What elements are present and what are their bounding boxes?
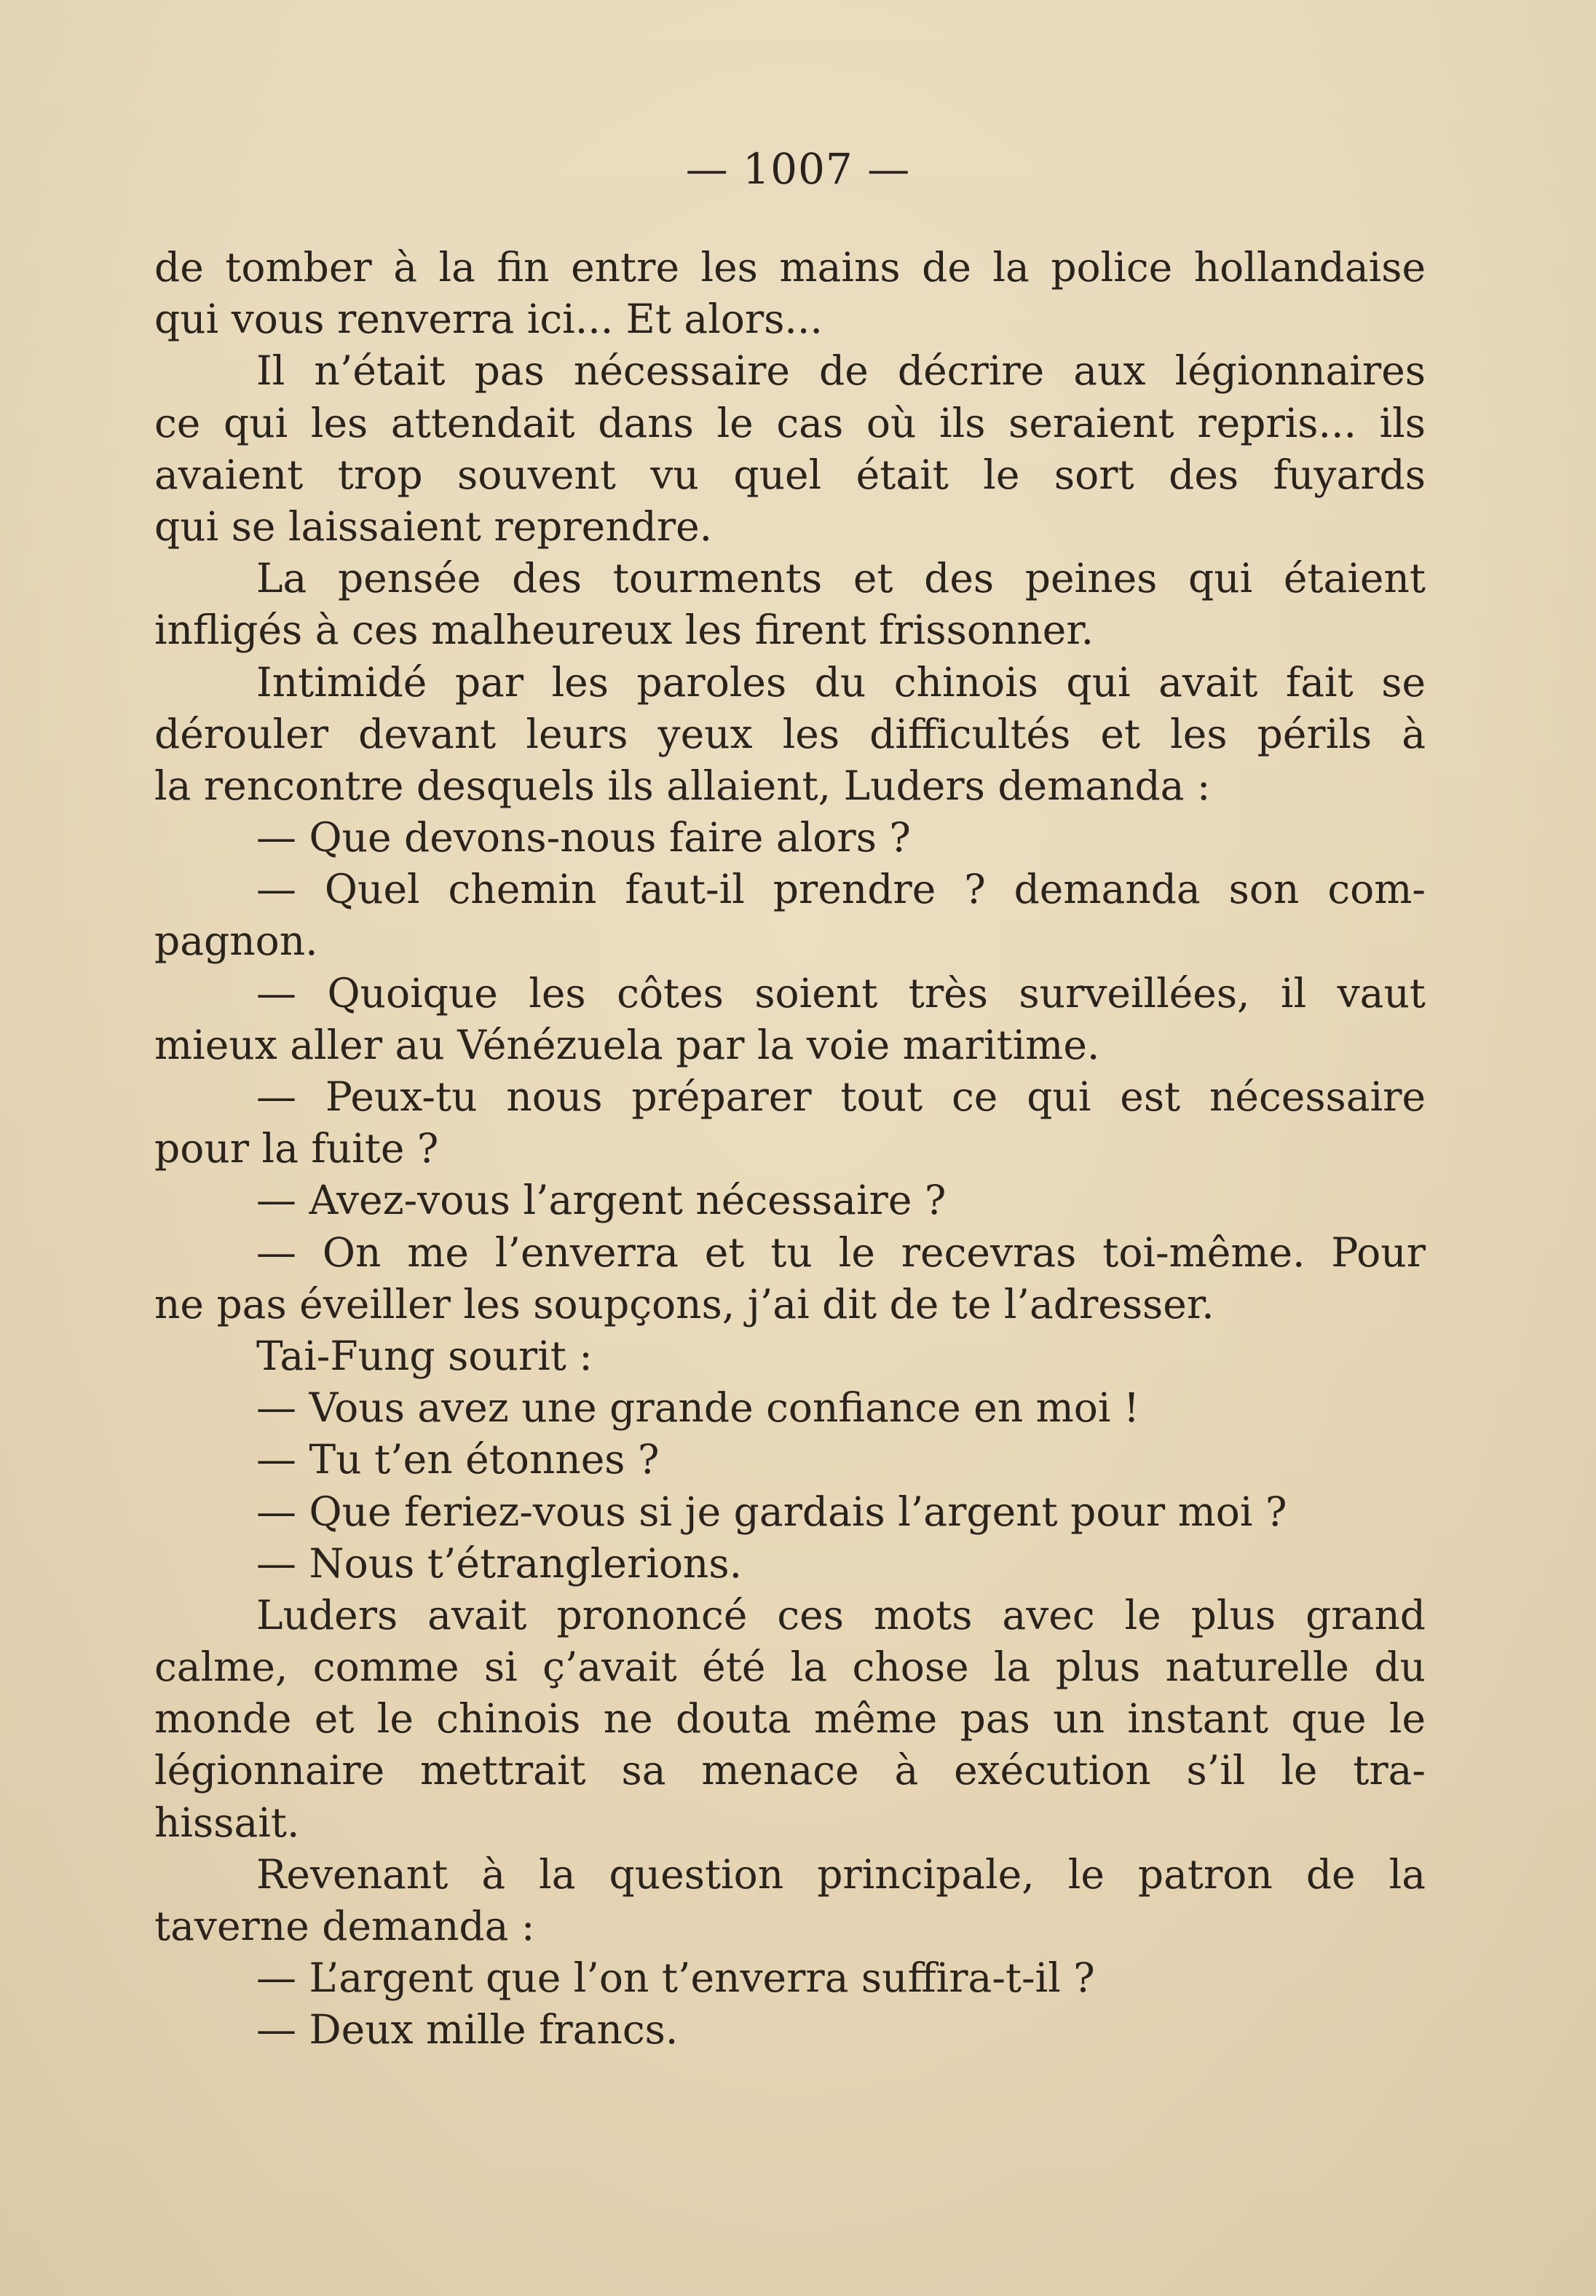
text-line: Il n’était pas nécessaire de décrire aux légionnaires [256,347,1426,395]
page-number: — 1007 — [685,144,911,194]
text-line: mieux aller au Vénézuela par la voie maritime. [154,1021,1100,1068]
text-line: — Que feriez-vous si je gardais l’argent pour moi ? [256,1488,1287,1535]
text-line: ne pas éveiller les soupçons, j’ai dit de te l’adresser. [154,1280,1214,1328]
text-line: — Quel chemin faut-il prendre ? demanda son com- [256,866,1426,913]
text-line: qui vous renverra ici... Et alors... [154,296,823,343]
text-line: ce qui les attendait dans le cas où ils seraient repris... ils [154,399,1426,446]
text-line: pour la fuite ? [154,1125,439,1172]
text-line: calme, comme si ç’avait été la chose la plus naturelle du [154,1644,1426,1691]
text-line: pagnon. [154,918,318,965]
text-line: Intimidé par les paroles du chinois qui avait fait se [256,658,1426,706]
text-line: avaient trop souvent vu quel était le sort des fuyards [154,451,1426,498]
text-line: — Deux mille francs. [256,2006,679,2054]
text-line: Revenant à la question principale, le patron de la [256,1850,1426,1898]
text-line: dérouler devant leurs yeux les difficultés et les périls à [154,710,1426,757]
text-line: monde et le chinois ne douta même pas un instant que le [154,1695,1426,1743]
text-line: — L’argent que l’on t’enverra suffira-t-il ? [256,1954,1095,2002]
text-line: La pensée des tourments et des peines qui étaient [256,555,1426,602]
text-line: taverne demanda : [154,1903,535,1949]
text-line: — Nous t’étranglerions. [256,1539,743,1587]
text-line: de tomber à la fin entre les mains de la police hollandaise [154,244,1426,291]
text-line: — Vous avez une grande confiance en moi ! [256,1384,1140,1432]
text-line: infligés à ces malheureux les firent frissonner. [154,607,1094,654]
body-text [154,242,1426,2056]
text-line: qui se laissaient reprendre. [154,502,713,550]
text-line: — Tu t’en étonnes ? [256,1436,660,1483]
text-line: Tai-Fung sourit : [256,1332,593,1379]
text-line: hissait. [154,1799,300,1846]
text-line: — Avez-vous l’argent nécessaire ? [256,1177,947,1224]
text-line: la rencontre desquels ils allaient, Luders demanda : [154,762,1211,809]
text-line: Luders avait prononcé ces mots avec le plus grand [256,1591,1426,1638]
text-line: — Quoique les côtes soient très surveillées, il vaut [256,969,1426,1017]
text-line: — Peux-tu nous préparer tout ce qui est nécessaire [256,1073,1426,1120]
text-line: — On me l’enverra et tu le recevras toi-même. Pour [256,1228,1426,1276]
text-line: — Que devons-nous faire alors ? [256,814,911,861]
text-line: légionnaire mettrait sa menace à exécution s’il le tra- [154,1747,1426,1794]
